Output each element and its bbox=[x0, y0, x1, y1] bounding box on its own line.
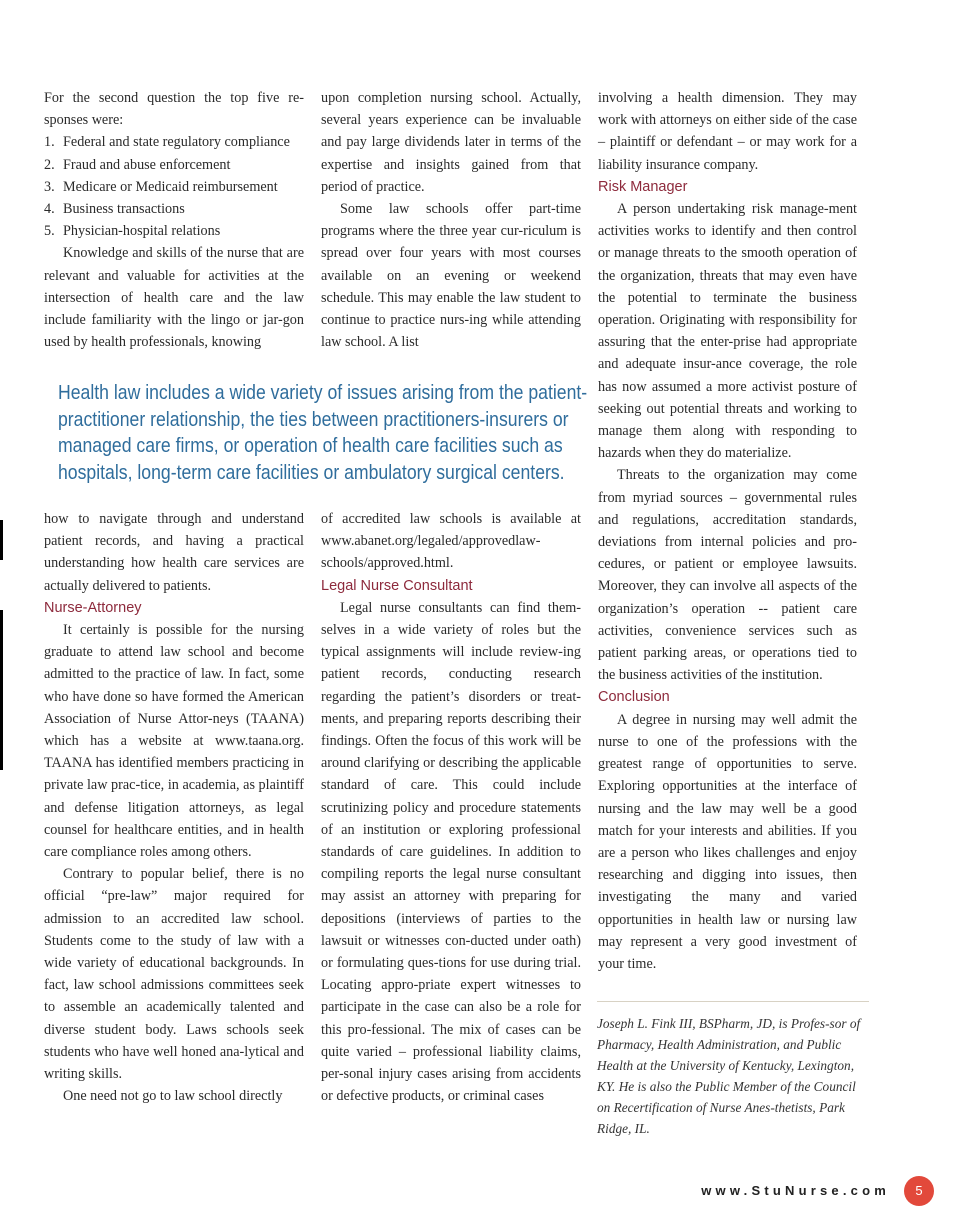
body-paragraph: Legal nurse consultants can find them-selves in a wide variety of roles but the typical assignments will include review-ing patient records, conducting research regarding the patient’s disorders or treat-ments, and preparing reports describing their findings. Often the focus of this work will be around clarifying or describing the applicable standard of care. This could include scrutinizing policy and procedure statements of an institution or exploring professional standards of care guidelines. In addition to compiling reports the legal nurse consultant may assist an attorney with preparing for depositions (interviews of parties to the lawsuit or witnesses con-ducted under oath) or formulating ques-tions for use during trial. Locating appro-priate expert witnesses to participate in the case can also be a role for this pro-fessional. The mix of cases can be quite varied – professional liability claims, per-sonal injury cases arising from accidents or defective products, or criminal cases bbox=[321, 599, 581, 1105]
list-item: 2. Fraud and abuse enforcement bbox=[44, 156, 231, 173]
body-paragraph: It certainly is possible for the nursing graduate to attend law school and become admitted to the practice of law. In fact, some who have done so have formed the American Association of Nurse Attor-neys (TAANA) which has a website at www.taana.org. TAANA has identified members practicing in private law prac-tice, in academia, as plaintiff and defense litigation attorneys, as legal counsel for healthcare entities, and in health care compliance roles among others. bbox=[44, 622, 304, 861]
website-url: www.StuNurse.com bbox=[701, 1183, 890, 1198]
page-number-badge: 5 bbox=[904, 1176, 934, 1206]
list-item: 5. Physician-hospital relations bbox=[44, 223, 221, 240]
page-edge-mark bbox=[0, 520, 3, 560]
list-item: 4. Business transactions bbox=[44, 201, 185, 218]
body-paragraph: One need not go to law school directly bbox=[63, 1088, 283, 1105]
page-edge-mark bbox=[0, 610, 3, 770]
body-paragraph: A person undertaking risk manage-ment activities works to identify and then control or manage threats to the smooth operation of the organization, threats that may even have the potential to terminate the business operation. Originating with responsibility for assuring that the enter-prise had appropriate and adequate insur-ance coverage, the role has now assumed a more activist posture of seeking out potential threats and working to manage them along with responding to hazards when they do materialize. bbox=[598, 201, 857, 462]
pull-quote-line: practitioner relationship, the ties between practitioners-insurers or bbox=[58, 407, 569, 431]
column-1-bottom bbox=[44, 508, 304, 1107]
body-paragraph: Threats to the organization may come from myriad sources – governmental rules and regulations, accreditation standards, deviations from internal policies and pro-cedures, or patient or employee lawsuits. Moreover, they can involve all aspects of the organization’s operation -- patient care activities, convenience services such as patient parking areas, or operations tied to the business activities of the institution. bbox=[598, 467, 857, 684]
body-paragraph: how to navigate through and understand patient records, and having a practical understanding how health care services are actually delivered to patients. bbox=[44, 511, 304, 594]
column-3 bbox=[598, 87, 857, 975]
section-heading-risk-manager: Risk Manager bbox=[598, 178, 688, 195]
intro-paragraph: For the second question the top five re-sponses were: bbox=[44, 90, 304, 129]
body-paragraph: Knowledge and skills of the nurse that are relevant and valuable for activities at the intersection of health care and the law include familiarity with the lingo or jar-gon used by health professionals, knowing bbox=[44, 245, 304, 351]
pull-quote-line: managed care firms, or operation of health care facilities such as bbox=[58, 434, 563, 457]
list-item: 1. Federal and state regulatory compliance bbox=[44, 134, 290, 151]
author-bio: Joseph L. Fink III, BSPharm, JD, is Profes-sor of Pharmacy, Health Administration, and Public Health at the University of Kentucky, Lexington, KY. He is also the Public Member of the Council on Recertification of Nurse Anes-thetists, Park Ridge, IL. bbox=[597, 1016, 861, 1136]
response-list bbox=[44, 131, 304, 242]
column-1-top bbox=[44, 87, 304, 353]
pull-quote bbox=[58, 380, 588, 486]
body-paragraph: Some law schools offer part-time programs where the three year cur-riculum is spread over four years with most courses available on an evening or weekend schedule. This may enable the law student to continue to practice nurs-ing while attending law school. A list bbox=[321, 201, 581, 351]
pull-quote-line: Health law includes a wide variety of issues arising from the patient- bbox=[58, 381, 588, 404]
body-paragraph: involving a health dimension. They may work with attorneys on either side of the case – plaintiff or defendant – or may work for a liability insurance company. bbox=[598, 90, 857, 173]
body-paragraph: Contrary to popular belief, there is no official “pre-law” major required for admission to an accredited law school. Students come to the study of law with a wide variety of educational backgrounds. In fact, law school admissions committees seek to assemble an academically talented and diverse student body. Laws schools seek students who have well honed ana-lytical and writing skills. bbox=[44, 866, 304, 1083]
bio-divider bbox=[597, 1001, 869, 1002]
body-paragraph: A degree in nursing may well admit the nurse to one of the professions with the greatest range of opportunities to serve. Exploring opportunities at the interface of nursing and the law may well be a good match for your interests and abilities. If you are a person who likes challenges and enjoy researching and digging into issues, then investigating the many and varied opportunities in health law or nursing law may represent a very good investment of your time. bbox=[598, 711, 857, 972]
list-item: 3. Medicare or Medicaid reimbursement bbox=[44, 178, 278, 195]
section-heading-conclusion: Conclusion bbox=[598, 689, 670, 706]
body-paragraph: of accredited law schools is available at www.abanet.org/legaled/approvedlaw-schools/approved.html. bbox=[321, 511, 581, 572]
column-2-top bbox=[321, 87, 581, 353]
section-heading-legal-nurse-consultant: Legal Nurse Consultant bbox=[321, 577, 473, 594]
section-heading-nurse-attorney: Nurse-Attorney bbox=[44, 599, 142, 616]
body-paragraph: upon completion nursing school. Actually, several years experience can be invaluable and pay large dividends later in terms of the expertise and insights gained from that period of practice. bbox=[321, 90, 581, 195]
pull-quote-line: hospitals, long-term care facilities or ambulatory surgical centers. bbox=[58, 460, 565, 484]
column-2-bottom bbox=[321, 508, 581, 1107]
